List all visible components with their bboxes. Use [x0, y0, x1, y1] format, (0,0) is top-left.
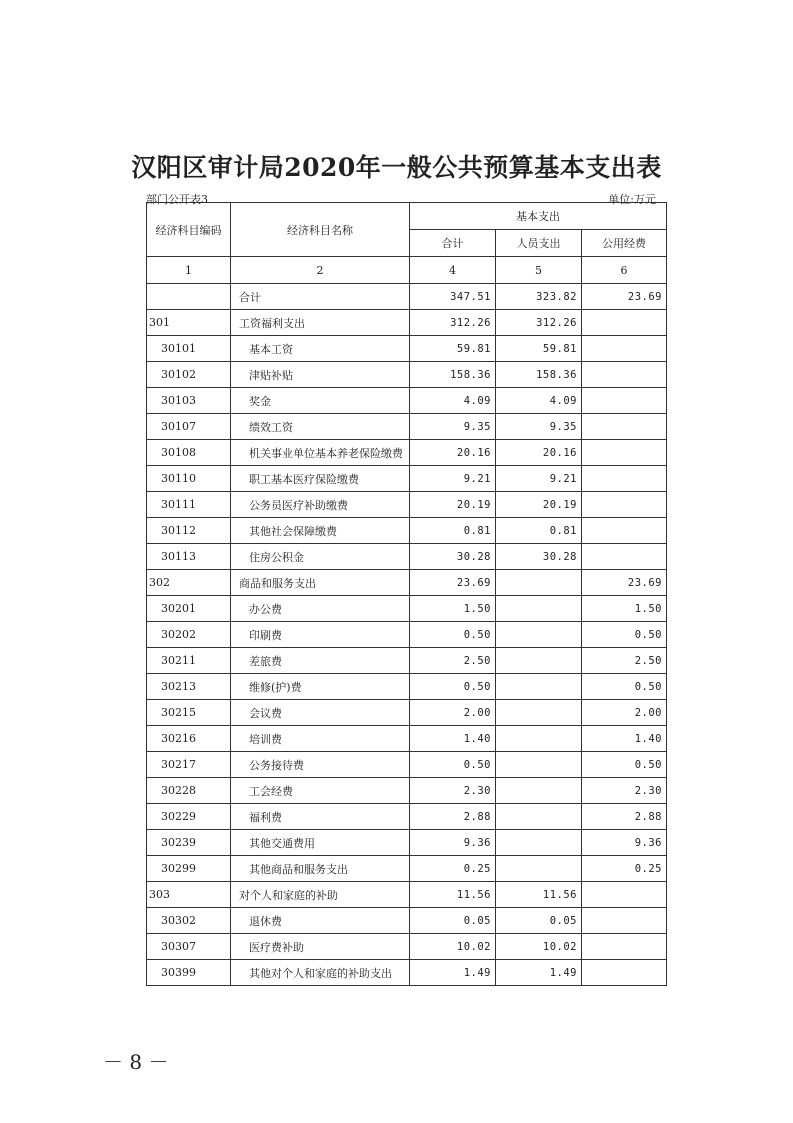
cell-public [582, 388, 667, 414]
col-number: 2 [231, 257, 410, 284]
cell-personnel [496, 570, 582, 596]
table-row [147, 310, 667, 336]
table-row [147, 856, 667, 882]
cell-code: 30211 [147, 648, 231, 674]
cell-name: 津贴补贴 [231, 362, 410, 388]
cell-public: 1.40 [582, 726, 667, 752]
cell-name: 工会经费 [231, 778, 410, 804]
header-personnel: 人员支出 [496, 230, 582, 257]
cell-code: 30202 [147, 622, 231, 648]
header-public: 公用经费 [582, 230, 667, 257]
cell-total: 347.51 [410, 284, 496, 310]
col-number: 1 [147, 257, 231, 284]
cell-total: 20.19 [410, 492, 496, 518]
cell-personnel: 20.16 [496, 440, 582, 466]
cell-total: 59.81 [410, 336, 496, 362]
cell-personnel [496, 856, 582, 882]
cell-total: 23.69 [410, 570, 496, 596]
cell-code: 30113 [147, 544, 231, 570]
cell-name: 福利费 [231, 804, 410, 830]
cell-personnel [496, 726, 582, 752]
cell-public [582, 362, 667, 388]
cell-public [582, 518, 667, 544]
cell-total: 2.88 [410, 804, 496, 830]
table-row [147, 934, 667, 960]
cell-public: 2.88 [582, 804, 667, 830]
cell-total: 2.50 [410, 648, 496, 674]
cell-personnel: 59.81 [496, 336, 582, 362]
table-row [147, 596, 667, 622]
table-row [147, 440, 667, 466]
cell-code: 303 [147, 882, 231, 908]
cell-name: 其他社会保障缴费 [231, 518, 410, 544]
cell-code: 301 [147, 310, 231, 336]
cell-personnel: 9.35 [496, 414, 582, 440]
cell-public [582, 908, 667, 934]
cell-personnel: 20.19 [496, 492, 582, 518]
table-row [147, 804, 667, 830]
cell-total: 0.81 [410, 518, 496, 544]
header-total: 合计 [410, 230, 496, 257]
page-number: － 8 － [103, 1050, 169, 1074]
header-name: 经济科目名称 [231, 203, 410, 257]
cell-code: 30302 [147, 908, 231, 934]
table-row [147, 726, 667, 752]
cell-total: 1.40 [410, 726, 496, 752]
cell-name: 绩效工资 [231, 414, 410, 440]
cell-personnel: 0.05 [496, 908, 582, 934]
cell-public: 0.50 [582, 674, 667, 700]
cell-total: 11.56 [410, 882, 496, 908]
cell-public: 2.00 [582, 700, 667, 726]
cell-name: 工资福利支出 [231, 310, 410, 336]
cell-total: 158.36 [410, 362, 496, 388]
cell-personnel: 312.26 [496, 310, 582, 336]
table-row [147, 830, 667, 856]
cell-code: 30299 [147, 856, 231, 882]
cell-code [147, 284, 231, 310]
table-row [147, 362, 667, 388]
cell-name: 其他交通费用 [231, 830, 410, 856]
cell-code: 30307 [147, 934, 231, 960]
cell-public: 0.50 [582, 752, 667, 778]
cell-public: 0.25 [582, 856, 667, 882]
cell-public [582, 414, 667, 440]
cell-code: 30215 [147, 700, 231, 726]
table-row [147, 674, 667, 700]
cell-name: 医疗费补助 [231, 934, 410, 960]
cell-public: 9.36 [582, 830, 667, 856]
cell-public: 1.50 [582, 596, 667, 622]
table-body [147, 284, 667, 986]
cell-code: 30110 [147, 466, 231, 492]
cell-name: 合计 [231, 284, 410, 310]
cell-total: 1.50 [410, 596, 496, 622]
cell-public: 23.69 [582, 284, 667, 310]
cell-total: 2.30 [410, 778, 496, 804]
cell-total: 20.16 [410, 440, 496, 466]
cell-personnel [496, 674, 582, 700]
cell-name: 职工基本医疗保险缴费 [231, 466, 410, 492]
cell-personnel: 10.02 [496, 934, 582, 960]
cell-name: 奖金 [231, 388, 410, 414]
cell-name: 退休费 [231, 908, 410, 934]
cell-code: 30201 [147, 596, 231, 622]
header-basic-expenditure: 基本支出 [410, 203, 667, 230]
cell-code: 30217 [147, 752, 231, 778]
cell-total: 4.09 [410, 388, 496, 414]
cell-public: 2.30 [582, 778, 667, 804]
cell-code: 30399 [147, 960, 231, 986]
cell-name: 住房公积金 [231, 544, 410, 570]
table-row [147, 622, 667, 648]
table-row [147, 518, 667, 544]
cell-personnel: 9.21 [496, 466, 582, 492]
cell-total: 2.00 [410, 700, 496, 726]
unit-label: 单位:万元 [608, 193, 656, 206]
cell-name: 商品和服务支出 [231, 570, 410, 596]
table-id: 部门公开表3 [146, 193, 208, 206]
cell-total: 10.02 [410, 934, 496, 960]
table-row [147, 570, 667, 596]
cell-personnel: 11.56 [496, 882, 582, 908]
cell-personnel: 1.49 [496, 960, 582, 986]
cell-code: 30102 [147, 362, 231, 388]
cell-total: 0.50 [410, 674, 496, 700]
cell-personnel: 0.81 [496, 518, 582, 544]
cell-total: 1.49 [410, 960, 496, 986]
cell-name: 培训费 [231, 726, 410, 752]
cell-name: 印刷费 [231, 622, 410, 648]
cell-public: 0.50 [582, 622, 667, 648]
table-row [147, 336, 667, 362]
cell-public [582, 544, 667, 570]
cell-name: 差旅费 [231, 648, 410, 674]
cell-personnel: 4.09 [496, 388, 582, 414]
cell-personnel [496, 778, 582, 804]
cell-personnel [496, 830, 582, 856]
cell-public [582, 492, 667, 518]
cell-public [582, 310, 667, 336]
cell-total: 30.28 [410, 544, 496, 570]
cell-code: 30229 [147, 804, 231, 830]
cell-personnel [496, 700, 582, 726]
cell-name: 办公费 [231, 596, 410, 622]
cell-code: 30239 [147, 830, 231, 856]
table-row [147, 700, 667, 726]
col-number: 4 [410, 257, 496, 284]
cell-code: 302 [147, 570, 231, 596]
table-row [147, 284, 667, 310]
table-row [147, 492, 667, 518]
cell-code: 30107 [147, 414, 231, 440]
table-row [147, 778, 667, 804]
cell-name: 会议费 [231, 700, 410, 726]
cell-code: 30213 [147, 674, 231, 700]
table-row [147, 908, 667, 934]
document-title: 汉阳区审计局2020年一般公共预算基本支出表 [131, 153, 662, 182]
cell-name: 维修(护)费 [231, 674, 410, 700]
cell-personnel [496, 752, 582, 778]
cell-name: 其他对个人和家庭的补助支出 [231, 960, 410, 986]
cell-name: 公务接待费 [231, 752, 410, 778]
cell-total: 9.21 [410, 466, 496, 492]
table-row [147, 466, 667, 492]
col-number: 6 [582, 257, 667, 284]
cell-public [582, 440, 667, 466]
cell-code: 30103 [147, 388, 231, 414]
cell-personnel: 323.82 [496, 284, 582, 310]
cell-public [582, 882, 667, 908]
table-row [147, 960, 667, 986]
cell-code: 30228 [147, 778, 231, 804]
cell-code: 30111 [147, 492, 231, 518]
cell-personnel [496, 648, 582, 674]
cell-total: 0.50 [410, 622, 496, 648]
table-row [147, 648, 667, 674]
cell-personnel: 30.28 [496, 544, 582, 570]
cell-code: 30216 [147, 726, 231, 752]
cell-public: 2.50 [582, 648, 667, 674]
cell-name: 公务员医疗补助缴费 [231, 492, 410, 518]
table-row [147, 414, 667, 440]
table-row [147, 752, 667, 778]
cell-code: 30101 [147, 336, 231, 362]
cell-personnel: 158.36 [496, 362, 582, 388]
cell-public [582, 934, 667, 960]
cell-public: 23.69 [582, 570, 667, 596]
cell-total: 312.26 [410, 310, 496, 336]
cell-name: 对个人和家庭的补助 [231, 882, 410, 908]
cell-personnel [496, 596, 582, 622]
table-row [147, 882, 667, 908]
cell-total: 0.05 [410, 908, 496, 934]
col-number: 5 [496, 257, 582, 284]
cell-name: 基本工资 [231, 336, 410, 362]
cell-total: 0.25 [410, 856, 496, 882]
cell-public [582, 466, 667, 492]
header-code: 经济科目编码 [147, 203, 231, 257]
cell-total: 0.50 [410, 752, 496, 778]
cell-personnel [496, 622, 582, 648]
cell-name: 其他商品和服务支出 [231, 856, 410, 882]
cell-total: 9.36 [410, 830, 496, 856]
table-row [147, 544, 667, 570]
cell-name: 机关事业单位基本养老保险缴费 [231, 440, 410, 466]
cell-public [582, 336, 667, 362]
table-row [147, 388, 667, 414]
cell-code: 30108 [147, 440, 231, 466]
cell-personnel [496, 804, 582, 830]
cell-public [582, 960, 667, 986]
cell-total: 9.35 [410, 414, 496, 440]
budget-table [146, 202, 667, 986]
cell-code: 30112 [147, 518, 231, 544]
